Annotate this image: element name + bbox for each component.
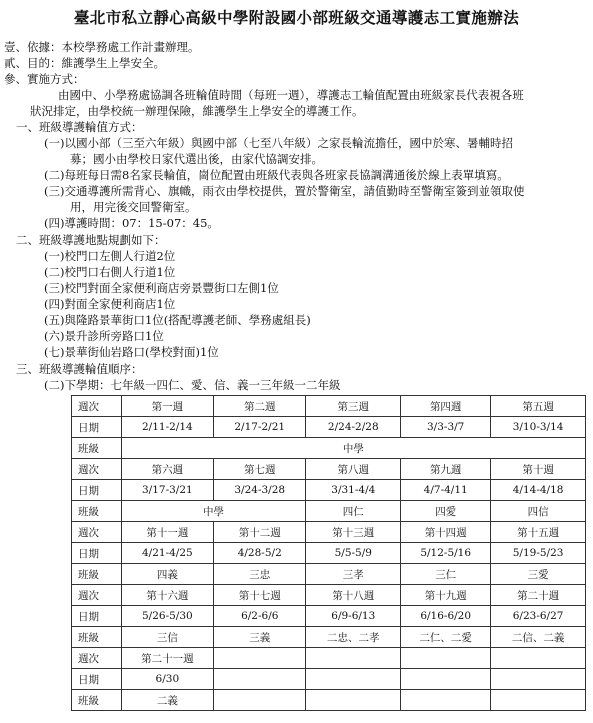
class-cell [306, 690, 401, 711]
class-row [72, 501, 586, 522]
week-cell: 第十二週 [214, 522, 306, 543]
week-cell: 第十一週 [121, 522, 213, 543]
week-cell: 第十八週 [306, 585, 401, 606]
date-cell: 3/10-3/14 [491, 417, 586, 438]
row-label: 班級 [72, 438, 122, 459]
intro-line-2: 狀況排定，由學校統一辦理保險，維護學生上學安全的導護工作。 [30, 104, 364, 118]
class-row [72, 627, 586, 648]
class-cell: 四愛 [401, 501, 491, 522]
week-cell [306, 648, 401, 669]
date-cell [401, 669, 491, 690]
date-cell: 6/9-6/13 [306, 606, 401, 627]
row-label: 日期 [72, 480, 122, 501]
week-row [72, 585, 586, 606]
location-item: (一)校門口左側人行道2位 [44, 249, 176, 263]
week-cell: 第十五週 [491, 522, 586, 543]
date-cell: 4/14-4/18 [491, 480, 586, 501]
row-label: 日期 [72, 543, 122, 564]
location-item: (六)景升診所旁路口1位 [44, 329, 164, 343]
week-cell [491, 648, 586, 669]
week-row [72, 459, 586, 480]
row-label: 班級 [72, 627, 122, 648]
class-cell: 三忠 [214, 564, 306, 585]
week-cell: 第十七週 [214, 585, 306, 606]
date-cell: 2/24-2/28 [306, 417, 401, 438]
week-cell: 第六週 [121, 459, 213, 480]
date-row [72, 543, 586, 564]
class-cell: 四義 [121, 564, 213, 585]
date-cell [214, 669, 306, 690]
week-cell: 第七週 [214, 459, 306, 480]
rotation-item-1a: (一)以國小部（三至六年級）與國中部（七至八年級）之家長輪流擔任，國中於寒、暑輔時招 [44, 136, 513, 150]
week-cell: 第二十週 [491, 585, 586, 606]
row-label: 週次 [72, 459, 122, 480]
row-label: 班級 [72, 501, 122, 522]
class-cell [214, 690, 306, 711]
date-cell: 3/17-3/21 [121, 480, 213, 501]
row-label: 週次 [72, 396, 122, 417]
date-cell [491, 669, 586, 690]
class-cell: 四仁 [306, 501, 401, 522]
page-title: 臺北市私立靜心高級中學附設國小部班級交通導護志工實施辦法 [73, 8, 520, 27]
date-cell: 5/12-5/16 [401, 543, 491, 564]
week-cell [214, 648, 306, 669]
class-cell: 中學 [121, 501, 306, 522]
duty-schedule-table [71, 395, 586, 711]
date-cell: 4/21-4/25 [121, 543, 213, 564]
week-cell: 第八週 [306, 459, 401, 480]
date-cell: 4/7-4/11 [401, 480, 491, 501]
week-cell: 第二十一週 [121, 648, 213, 669]
row-label: 週次 [72, 522, 122, 543]
date-row [72, 480, 586, 501]
date-cell: 3/3-3/7 [401, 417, 491, 438]
date-cell: 2/17-2/21 [214, 417, 306, 438]
week-cell: 第九週 [401, 459, 491, 480]
date-cell: 6/16-6/20 [401, 606, 491, 627]
class-cell: 二義 [121, 690, 213, 711]
class-cell: 二信、二義 [491, 627, 586, 648]
week-row [72, 522, 586, 543]
week-cell: 第十週 [491, 459, 586, 480]
week-row [72, 648, 586, 669]
rotation-item-4: (四)導護時間：07：15-07：45。 [44, 216, 219, 230]
date-row [72, 417, 586, 438]
date-cell: 5/19-5/23 [491, 543, 586, 564]
heading-order: 三、班級導護輪值順序： [16, 362, 143, 376]
location-item: (五)與隆路景華街口1位(搭配導護老師、學務處組長) [44, 313, 311, 327]
week-cell: 第十四週 [401, 522, 491, 543]
date-row [72, 606, 586, 627]
class-row [72, 438, 586, 459]
week-cell: 第十六週 [121, 585, 213, 606]
class-cell: 二仁、二愛 [401, 627, 491, 648]
intro-line-1: 由國中、小學務處協調各班輪值時間（每班一週），導護志工輪值配置由班級家長代表視各班 [58, 88, 524, 102]
rotation-item-3b: 用，用完後交回警衛室。 [70, 200, 197, 214]
date-cell: 3/24-3/28 [214, 480, 306, 501]
heading-rotation-method: 一、班級導護輪值方式： [16, 120, 143, 134]
location-item: (四)對面全家便利商店1位 [44, 297, 176, 311]
date-cell: 2/11-2/14 [121, 417, 213, 438]
week-cell [401, 648, 491, 669]
row-label: 班級 [72, 564, 122, 585]
class-cell: 三義 [214, 627, 306, 648]
week-cell: 第三週 [306, 396, 401, 417]
rotation-item-1b: 募；國小由學校日家代選出後，由家代協調安排。 [70, 152, 323, 166]
date-cell: 3/31-4/4 [306, 480, 401, 501]
class-cell: 三信 [121, 627, 213, 648]
row-label: 週次 [72, 585, 122, 606]
section-basis: 壹、依據：本校學務處工作計畫辦理。 [4, 40, 200, 54]
date-row [72, 669, 586, 690]
date-cell: 6/23-6/27 [491, 606, 586, 627]
row-label: 日期 [72, 606, 122, 627]
week-cell: 第五週 [491, 396, 586, 417]
row-label: 日期 [72, 417, 122, 438]
week-row [72, 396, 586, 417]
rotation-item-3a: (三)交通導護所需背心、旗幟，雨衣由學校提供，置於警衛室，請值勤時至警衛室簽到並領取使 [44, 184, 525, 198]
section-method: 參、實施方式： [4, 72, 85, 86]
class-row [72, 690, 586, 711]
class-cell: 三孝 [306, 564, 401, 585]
date-cell: 4/28-5/2 [214, 543, 306, 564]
class-cell: 二忠、二孝 [306, 627, 401, 648]
location-item: (三)校門對面全家便利商店旁景豐街口左側1位 [44, 281, 279, 295]
date-cell: 6/2-6/6 [214, 606, 306, 627]
semester-note: (二)下學期：七年級一四仁、愛、信、義一三年級一二年級 [44, 378, 341, 392]
week-cell: 第一週 [121, 396, 213, 417]
week-cell: 第四週 [401, 396, 491, 417]
row-label: 週次 [72, 648, 122, 669]
class-cell [401, 690, 491, 711]
week-cell: 第二週 [214, 396, 306, 417]
class-cell [491, 690, 586, 711]
rotation-item-2: (二)每班每日需8名家長輪值，崗位配置由班級代表與各班家長協調溝通後於線上表單填寫。 [44, 168, 509, 182]
row-label: 班級 [72, 690, 122, 711]
date-cell: 5/26-5/30 [121, 606, 213, 627]
section-purpose: 貳、目的：維護學生上學安全。 [4, 56, 165, 70]
heading-locations: 二、班級導護地點規劃如下： [16, 233, 166, 247]
row-label: 日期 [72, 669, 122, 690]
class-row [72, 564, 586, 585]
date-cell [306, 669, 401, 690]
location-item: (七)景華街仙岩路口(學校對面)1位 [44, 345, 219, 359]
class-cell: 三仁 [401, 564, 491, 585]
class-cell: 中學 [121, 438, 585, 459]
week-cell: 第十三週 [306, 522, 401, 543]
date-cell: 5/5-5/9 [306, 543, 401, 564]
date-cell: 6/30 [121, 669, 213, 690]
class-cell: 三愛 [491, 564, 586, 585]
location-item: (二)校門口右側人行道1位 [44, 265, 176, 279]
class-cell: 四信 [491, 501, 586, 522]
week-cell: 第十九週 [401, 585, 491, 606]
